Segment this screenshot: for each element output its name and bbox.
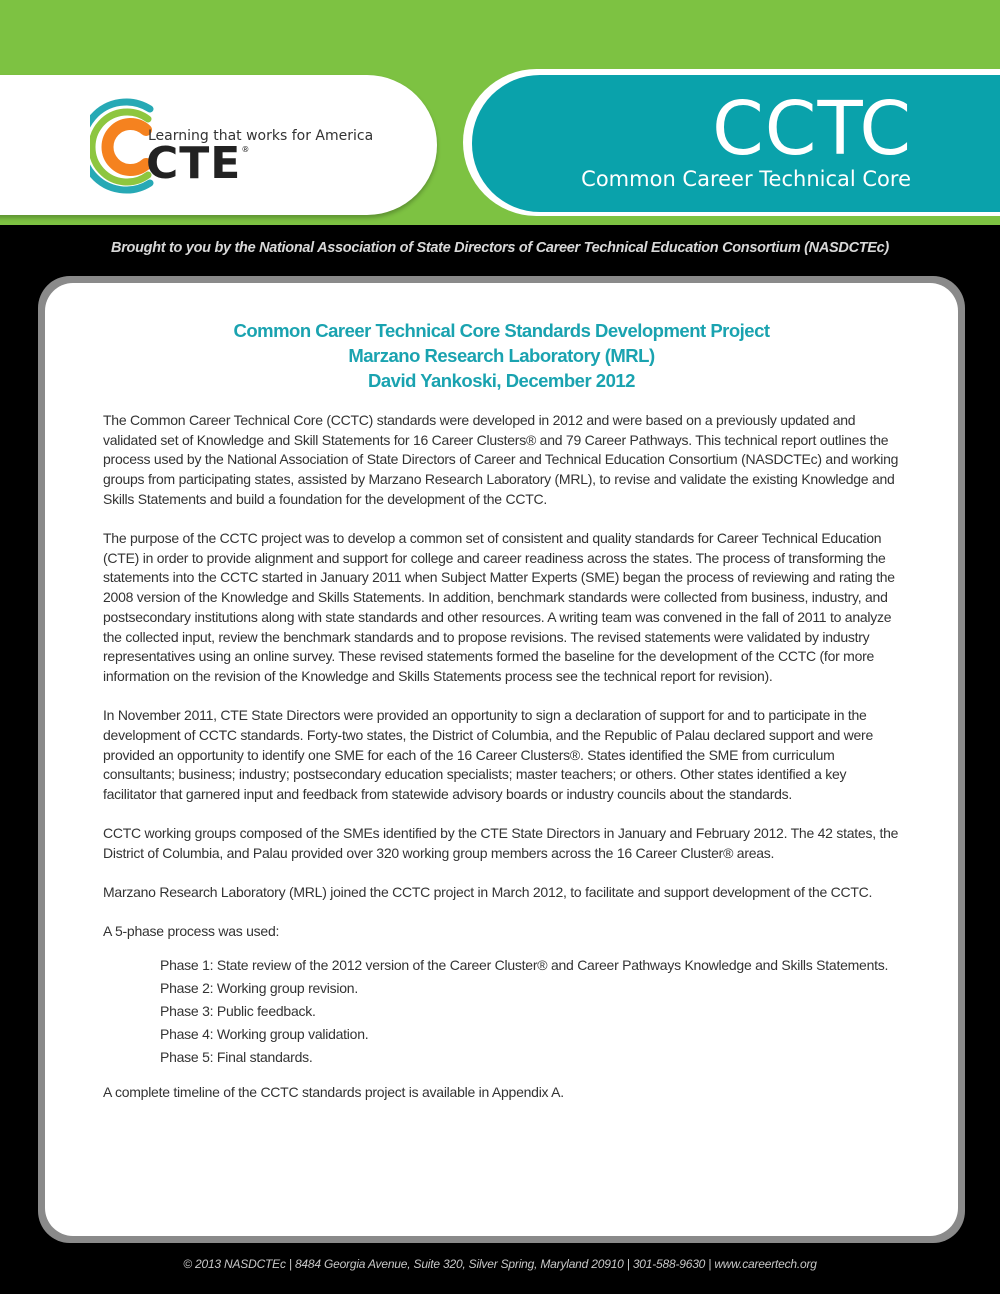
paragraph: The purpose of the CCTC project was to develop a common set of consistent and quality standards for Career Technical Education (CTE) in order to provide alignment and support for college and career readiness across the states. The process of transforming the statements into the CCTC started in January 2011 when Subject Matter Experts (SME) began the process of reviewing and rating the 2008 version of the Knowledge and Skills Statements. In addition, benchmark standards were collected from business, industry, and postsecondary institutions along with state standards and other resources. A writing team was convened in the fall of 2011 to analyze the collected input, review the benchmark standards and to propose revisions. The revised statements were validated by industry representatives using an online survey. These revised statements formed the baseline for the development of the CCTC (for more information on the revision of the Knowledge and Skills Statements process see the technical report for revision). [103, 530, 895, 684]
logo-tagline: Learning that works for America [148, 128, 374, 144]
phase-list [160, 954, 903, 1069]
cctc-badge-title: CCTC [712, 86, 912, 172]
phase-item: Phase 2: Working group revision. [160, 979, 358, 996]
registered-mark: ® [241, 145, 251, 154]
phase-item: Phase 4: Working group validation. [160, 1025, 369, 1042]
paragraph: A 5-phase process was used: [103, 923, 280, 940]
logo-wordmark [146, 138, 251, 189]
sponsor-line: Brought to you by the National Association of State Directors of Career Technical Education Consortium (NASDCTEc) [111, 240, 889, 256]
cctc-badge-subtitle: Common Career Technical Core [581, 167, 911, 191]
document-author-line: David Yankoski, December 2012 [368, 370, 635, 391]
document-subtitle-line: Marzano Research Laboratory (MRL) [348, 345, 655, 366]
document-title [45, 318, 958, 393]
paragraph: In November 2011, CTE State Directors were provided an opportunity to sign a declaration of support for and to participate in the development of CCTC standards. Forty-two states, the District of Columbia, and the Republic of Palau declared support and were provided an opportunity to identify one SME for each of the 16 Career Clusters®. States identified the SME from curriculum consultants; business; industry; postsecondary education specialists; master teachers; or others. Other states identified a key facilitator that garnered input and feedback from statewide advisory boards or industry councils about the standards. [103, 707, 874, 802]
phase-item: Phase 5: Final standards. [160, 1048, 313, 1065]
paragraph: The Common Career Technical Core (CCTC) standards were developed in 2012 and were based on a previously updated and validated set of Knowledge and Skill Statements for 16 Career Clusters® and 79 Career Pathways. This technical report outlines the process used by the National Association of State Directors of Career and Technical Education Consortium (NASDCTEc) and working groups from participating states, assisted by Marzano Research Laboratory (MRL), to revise and validate the existing Knowledge and Skills Statements and build a foundation for the development of the CCTC. [103, 412, 899, 507]
document-body [103, 411, 903, 1122]
paragraph: CCTC working groups composed of the SMEs identified by the CTE State Directors in January and February 2012. The 42 states, the District of Columbia, and Palau provided over 320 working group members across the 16 Career Cluster® areas. [103, 825, 899, 861]
paragraph: Marzano Research Laboratory (MRL) joined the CCTC project in March 2012, to facilitate and support development of the CCTC. [103, 884, 873, 901]
closing-paragraph: A complete timeline of the CCTC standards project is available in Appendix A. [103, 1083, 564, 1100]
phase-item: Phase 1: State review of the 2012 version of the Career Cluster® and Career Pathways Knowledge and Skills Statements. [160, 956, 889, 973]
document-title-line: Common Career Technical Core Standards Development Project [233, 320, 770, 341]
logo-wordmark-text: CTE [146, 138, 242, 189]
phase-item: Phase 3: Public feedback. [160, 1002, 316, 1019]
footer-text: © 2013 NASDCTEc | 8484 Georgia Avenue, Suite 320, Silver Spring, Maryland 20910 | 301-588-9630 | www.careertech.org [183, 1257, 817, 1271]
cte-swirl-logo-icon [90, 97, 154, 195]
